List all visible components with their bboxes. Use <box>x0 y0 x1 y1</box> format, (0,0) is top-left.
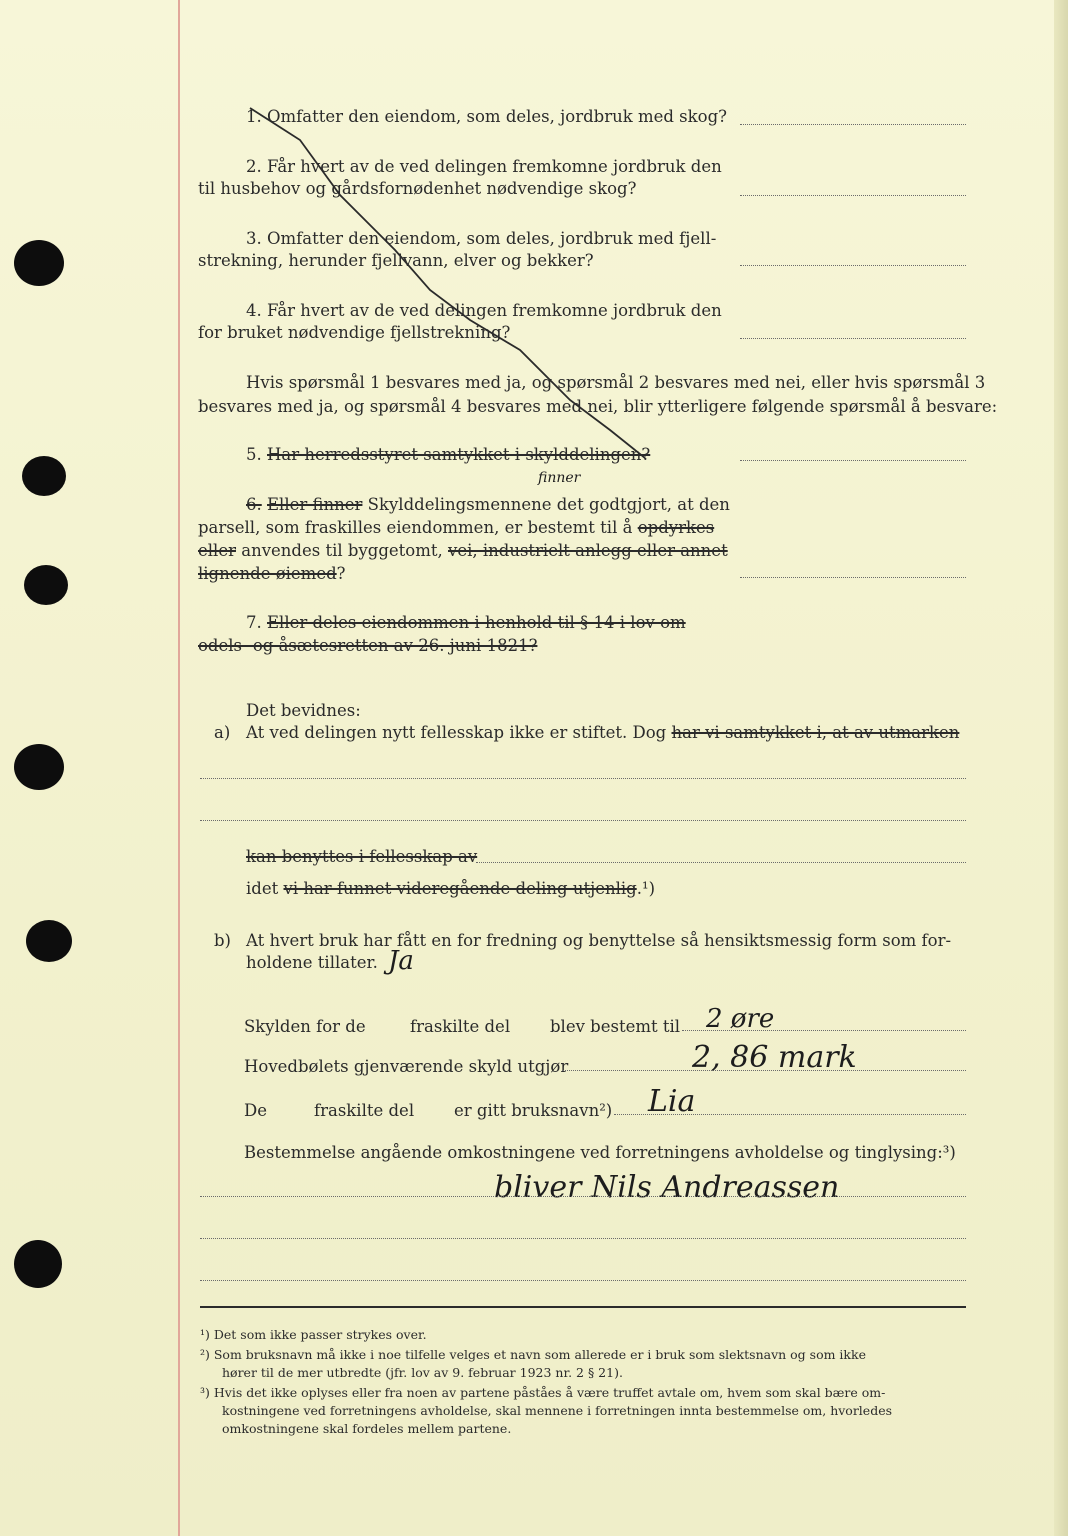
skyld-label-c: blev bestemt til <box>550 1017 681 1036</box>
question-6-line-4-end: ? <box>336 564 346 583</box>
question-6-text-a: Skylddelingsmennene det godtgjort, at den <box>367 495 730 514</box>
navn-label-c: er gitt bruksnavn²) <box>454 1101 613 1120</box>
handwritten-finner: finner <box>538 470 581 486</box>
question-6-line-2 <box>198 517 714 539</box>
navn-value: Lia <box>648 1084 696 1119</box>
hoved-value: 2, 86 mark <box>692 1040 857 1075</box>
question-6-line-4-struck: lignende øiemed <box>198 564 337 583</box>
navn-label-a: De <box>244 1101 267 1120</box>
footnote-2-line-2: hører til de mer utbredte (jfr. lov av 9. februar 1923 nr. 2 § 21). <box>222 1365 623 1380</box>
navn-label-b: fraskilte del <box>314 1101 415 1120</box>
omk-line-3 <box>200 1280 966 1281</box>
question-2-line-2: til husbehov og gårdsfornødenhet nødvendige skog? <box>198 179 637 198</box>
question-6-line-3 <box>198 540 728 562</box>
skyld-label-a: Skylden for de <box>244 1017 366 1036</box>
attest-a-line-2 <box>246 846 477 868</box>
question-7-number: 7. <box>246 613 262 632</box>
question-7-line-1 <box>246 612 686 634</box>
answer-line-2 <box>740 195 966 196</box>
omk-label: Bestemmelse angående omkostningene ved forretningens avholdelse og tinglysing:³) <box>244 1143 956 1162</box>
footnote-3-line-2: kostningene ved forretningens avholdelse, skal mennene i forretningen innta bestemmelse om, hvorledes <box>222 1403 893 1418</box>
question-2-line-1: 2. Får hvert av de ved delingen fremkomne jordbruk den <box>246 157 722 176</box>
answer-line-5 <box>740 460 966 461</box>
attest-a-text: At ved delingen nytt fellesskap ikke er stiftet. <box>246 723 628 742</box>
footnote-3-line-3: omkostningene skal fordeles mellem partene. <box>222 1421 512 1436</box>
footnote-1: ¹) Det som ikke passer strykes over. <box>200 1327 427 1342</box>
attest-heading: Det bevidnes: <box>246 701 361 720</box>
footnote-2-line-1: ²) Som bruksnavn må ikke i noe tilfelle velges et navn som allerede er i bruk som slektsnavn og som ikke <box>200 1347 866 1362</box>
question-5-text: Har herredsstyret samtykket i skylddelingen? <box>267 445 651 464</box>
question-6-line-1 <box>246 494 730 516</box>
question-6-number: 6. <box>246 495 262 514</box>
question-4-line-2: for bruket nødvendige fjellstrekning? <box>198 323 511 342</box>
question-7-line-2 <box>198 635 537 657</box>
attest-a-label: a) <box>214 723 231 742</box>
question-6-line-2-struck: opdyrkes <box>637 518 715 537</box>
instruction-line-1: Hvis spørsmål 1 besvares med ja, og spørsmål 2 besvares med nei, eller hvis spørsmål 3 <box>246 373 986 392</box>
omk-value: bliver Nils Andreassen <box>494 1170 840 1205</box>
question-6-line-3-text: anvendes til byggetomt, <box>241 541 443 560</box>
question-5-number: 5. <box>246 445 262 464</box>
attest-a-dog: Dog <box>632 723 667 742</box>
attest-a-line-3-struck: vi har funnet videregående deling utjenlig <box>283 879 637 898</box>
attest-a-line-1 <box>246 722 959 744</box>
attest-a-line-2-struck: kan benyttes i fellesskap av <box>246 847 478 866</box>
skyld-value: 2 øre <box>706 1004 775 1034</box>
attest-b-line-2: holdene tillater. <box>246 953 378 972</box>
attest-b-line-1: At hvert bruk har fått en for fredning og benyttelse så hensiktsmessig form som for- <box>246 931 952 950</box>
question-3-line-2: strekning, herunder fjellvann, elver og bekker? <box>198 251 594 270</box>
answer-line-4 <box>740 338 966 339</box>
question-6-line-4 <box>198 563 346 585</box>
footnote-separator <box>200 1306 966 1308</box>
answer-line-1 <box>740 124 966 125</box>
question-3-line-1: 3. Omfatter den eiendom, som deles, jordbruk med fjell- <box>246 229 717 248</box>
attest-a-blank-line-2 <box>200 820 966 821</box>
question-5 <box>246 444 650 466</box>
question-4-line-1: 4. Får hvert av de ved delingen fremkomne jordbruk den <box>246 301 722 320</box>
question-7-line-1-text: Eller deles eiendommen i henhold til § 14 i lov om <box>267 613 686 632</box>
attest-a-line-3-idet: idet <box>246 879 279 898</box>
question-6-struck-a: Eller finner <box>267 495 363 514</box>
answer-line-3 <box>740 265 966 266</box>
question-6-line-3-struck-a: eller <box>198 541 236 560</box>
instruction-line-2: besvares med ja, og spørsmål 4 besvares med nei, blir ytterligere følgende spørsmål å besvare: <box>198 397 998 416</box>
attest-b-label: b) <box>214 931 231 950</box>
question-6-line-3-struck-b: vei, industrielt anlegg eller annet <box>448 541 728 560</box>
omk-line-2 <box>200 1238 966 1239</box>
attest-a-struck: har vi samtykket i, at av utmarken <box>671 723 960 742</box>
attest-a-line-3 <box>246 878 655 900</box>
footnote-3-line-1: ³) Hvis det ikke oplyses eller fra noen av partene påståes å være truffet avtale om, hvem som skal bære om- <box>200 1385 886 1400</box>
handwritten-ja: Ja <box>388 946 414 976</box>
omk-line-1 <box>200 1196 966 1197</box>
question-7-line-2-text: odels- og åsætesretten av 26. juni 1821? <box>198 636 538 655</box>
question-1: 1. Omfatter den eiendom, som deles, jordbruk med skog? <box>246 107 727 126</box>
hoved-label: Hovedbølets gjenværende skyld utgjør <box>244 1057 569 1076</box>
question-6-line-2-text: parsell, som fraskilles eiendommen, er bestemt til å <box>198 518 633 537</box>
attest-a-line-3-end: .¹) <box>636 879 655 898</box>
answer-line-6 <box>740 577 966 578</box>
attest-a-fill-line <box>476 862 966 863</box>
attest-a-blank-line-1 <box>200 778 966 779</box>
skyld-label-b: fraskilte del <box>410 1017 511 1036</box>
